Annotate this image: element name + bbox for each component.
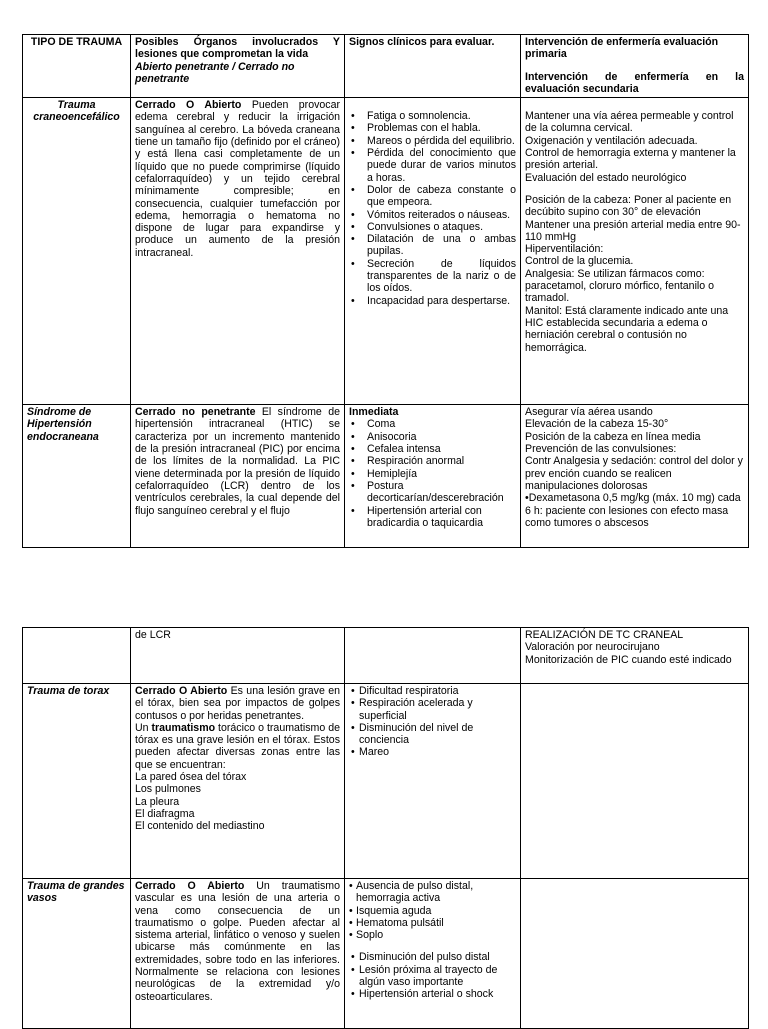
list-item: • Disminución del pulso distal (349, 951, 516, 963)
intervention-line: Monitorización de PIC cuando esté indicado (525, 653, 732, 666)
list-item: • Hemiplejía (349, 468, 516, 480)
list-item: • Disminución del nivel de conciencia (349, 722, 516, 747)
signs-cell (345, 98, 521, 405)
injury-description: torácico o traumatismo de tórax es una grave lesión en el tórax. Estos pueden afectar diversas zonas entre las que se encuentran: (135, 721, 340, 771)
injury-description: Un traumatismo vascular es una lesión de una arteria o vena como consecuencia de un traumatismo o golpe. Pueden afectar al sistema arterial, linfático o venoso y suelen ubicarse más comúnmente en las extremidades, sobre todo en las inferiores. Normalmente se relaciona con lesiones neurológicas de la extremidad y/o osteoarticulares. (135, 880, 340, 1003)
intervention-line: Control de hemorragia externa y mantener la presión arterial. (525, 147, 736, 172)
signs-list (349, 951, 516, 1000)
list-item: • Problemas con el habla. (349, 122, 516, 134)
interventions-cell (521, 628, 749, 684)
list-item: • Anisocoria (349, 431, 516, 443)
trauma-type-cell (23, 684, 131, 879)
zone-item: El diafragma (135, 807, 195, 820)
header-organos (131, 35, 345, 98)
table-row (23, 684, 749, 879)
list-item: • Respiración anormal (349, 455, 516, 467)
signs-list (349, 418, 516, 529)
trauma-type: Trauma craneoencefálico (33, 99, 120, 124)
trauma-type-cell (23, 628, 131, 684)
list-item: • Dolor de cabeza constante o que empeora. (349, 184, 516, 209)
trauma-type: Trauma de grandes vasos (27, 880, 125, 905)
signs-list (349, 880, 516, 941)
intervention-line: Manitol: Está claramente indicado ante una HIC establecida secundaria a edema o herniación cerebral o contusión no hemorrágica. (525, 304, 729, 354)
organs-cell (131, 628, 345, 684)
intervention-line: Posición de la cabeza: Poner al paciente en decúbito supino con 30° de elevación (525, 193, 732, 219)
injury-description: de LCR (135, 629, 171, 641)
organs-cell (131, 405, 345, 548)
intervention-line: Posición de la cabeza en línea media (525, 430, 701, 443)
zone-item: La pleura (135, 795, 180, 808)
intervention-line: Oxigenación y ventilación adecuada. (525, 134, 698, 147)
intervention-line: Mantener una presión arterial media entre 90-110 mmHg (525, 218, 741, 243)
table-header-row (23, 35, 749, 98)
interventions-cell (521, 879, 749, 1029)
trauma-type-cell (23, 879, 131, 1029)
list-item: • Incapacidad para despertarse. (349, 295, 516, 307)
signs-cell (345, 405, 521, 548)
injury-description: Pueden provocar edema cerebral y reducir la irrigación sanguínea al cerebro. La bóveda craneana tiene un tamaño fijo (definido por el cráneo) y está llena casi completamente de un líquido que no puede comprimirse (líquido cefalorraquídeo) y un tejido cerebral mínimamente compresible; en consecuencia, cualquier tumefacción por edema, hemorragia o hematoma no dispone de lugar para expandirse y produce un aumento de la presión intracraneal. (135, 99, 340, 259)
interventions-cell (521, 98, 749, 405)
intervention-line: Elevación de la cabeza 15-30° (525, 418, 669, 431)
intervention-line: Prevención de las convulsiones: (525, 443, 677, 456)
table-row (23, 405, 749, 548)
bold-term: traumatismo (151, 721, 216, 734)
interventions-cell (521, 684, 749, 879)
signs-cell (345, 879, 521, 1029)
signs-list (349, 110, 516, 307)
list-item: • Dilatación de una o ambas pupilas. (349, 233, 516, 258)
header-text: TIPO DE TRAUMA (30, 36, 123, 48)
list-item: • Dificultad respiratoria (349, 685, 516, 697)
injury-mechanism: Cerrado O Abierto (135, 99, 242, 112)
injury-description: El síndrome de hipertensión intracraneal (HTIC) se caracteriza por un incremento mantenido de la presión intracraneal (PIC) por encima de los límites de la normalidad. La PIC viene determinada por la presión de líquido cefalorraquídeo (LCR) dentro de los ventrículos cerebrales, la cual depende del flujo sanguíneo cerebral y el flujo (135, 406, 340, 517)
signs-heading: Inmediata (349, 406, 399, 419)
signs-cell (345, 684, 521, 879)
table-row (23, 879, 749, 1029)
list-item: • Hipertensión arterial o shock (349, 988, 516, 1000)
list-item: • Respiración acelerada y superficial (349, 697, 516, 722)
header-text: Intervención de enfermería evaluación primaria (525, 36, 719, 61)
list-item: • Mareos o pérdida del equilibrio. (349, 135, 516, 147)
table-row (23, 628, 749, 684)
list-item: • Pérdida del conocimiento que puede durar de varios minutos a horas. (349, 147, 516, 184)
intervention-line: REALIZACIÓN DE TC CRANEAL (525, 629, 684, 641)
intervention-line: Contr Analgesia y sedación: control del dolor y prev ención cuando se realicen manipulaciones dolorosas (525, 455, 743, 492)
header-subtext: Abierto penetrante / Cerrado no penetrante (135, 60, 295, 85)
intervention-line: Asegurar vía aérea usando (525, 406, 653, 419)
list-item: • Mareo (349, 746, 516, 758)
list-item: • Fatiga o somnolencia. (349, 110, 516, 122)
organs-cell (131, 98, 345, 405)
injury-description: Es una lesión grave en el tórax, bien sea por impactos de golpes contusos o por heridas penetrantes. (135, 685, 340, 722)
signs-list (349, 685, 516, 759)
intervention-line: Analgesia: Se utilizan fármacos como: paracetamol, cloruro mórfico, fentanilo o tramadol. (525, 267, 715, 305)
header-signos (345, 35, 521, 98)
trauma-table-part-1 (22, 34, 749, 548)
injury-mechanism: Cerrado O Abierto (135, 880, 245, 892)
trauma-type: Trauma de torax (27, 685, 110, 697)
list-item: • Vómitos reiterados o náuseas. (349, 209, 516, 221)
trauma-type: Síndrome de Hipertensión endocraneana (27, 406, 99, 443)
intervention-line: Control de la glucemia. (525, 255, 634, 268)
interventions-cell (521, 405, 749, 548)
intervention-line: Evaluación del estado neurológico (525, 171, 687, 184)
zone-item: El contenido del mediastino (135, 820, 265, 833)
header-text: Signos clínicos para evaluar. (349, 36, 495, 48)
table-row (23, 98, 749, 405)
header-subtext: Intervención de enfermería en la evaluación secundaria (525, 70, 744, 95)
header-intervencion (521, 35, 749, 98)
list-item: • Secreción de líquidos transparentes de la nariz o de los oídos. (349, 258, 516, 295)
organs-cell (131, 684, 345, 879)
injury-mechanism: Cerrado O Abierto (135, 685, 228, 697)
list-item: • Hematoma pulsátil (349, 917, 516, 929)
list-item: • Coma (349, 418, 516, 430)
injury-description: Un (135, 721, 152, 734)
list-item: • Cefalea intensa (349, 443, 516, 455)
list-item: • Convulsiones o ataques. (349, 221, 516, 233)
list-item: • Postura decorticarían/descerebración (349, 480, 516, 505)
list-item: • Isquemia aguda (349, 905, 516, 917)
header-text: Posibles Órganos involucrados Y lesiones que comprometan la vida (135, 36, 340, 61)
zone-item: Los pulmones (135, 783, 201, 796)
zone-item: La pared ósea del tórax (135, 771, 247, 784)
list-item: • Hipertensión arterial con bradicardia o taquicardia (349, 505, 516, 530)
intervention-line: •Dexametasona 0,5 mg/kg (máx. 10 mg) cada 6 h: paciente con lesiones con efecto masa como tumores o abscesos (525, 492, 741, 529)
intervention-line: Hiperventilación: (525, 243, 604, 256)
header-tipo-trauma (23, 35, 131, 98)
injury-mechanism: Cerrado no penetrante (135, 406, 256, 419)
list-item: • Ausencia de pulso distal, hemorragia activa (349, 880, 516, 905)
signs-cell (345, 628, 521, 684)
trauma-table-part-2 (22, 627, 749, 1029)
list-item: • Soplo (349, 929, 516, 941)
trauma-type-cell (23, 98, 131, 405)
trauma-type-cell (23, 405, 131, 548)
intervention-line: Mantener una vía aérea permeable y control de la columna cervical. (525, 110, 734, 135)
list-item: • Lesión próxima al trayecto de algún vaso importante (349, 964, 516, 989)
intervention-line: Valoración por neurocirujano (525, 641, 660, 654)
organs-cell (131, 879, 345, 1029)
